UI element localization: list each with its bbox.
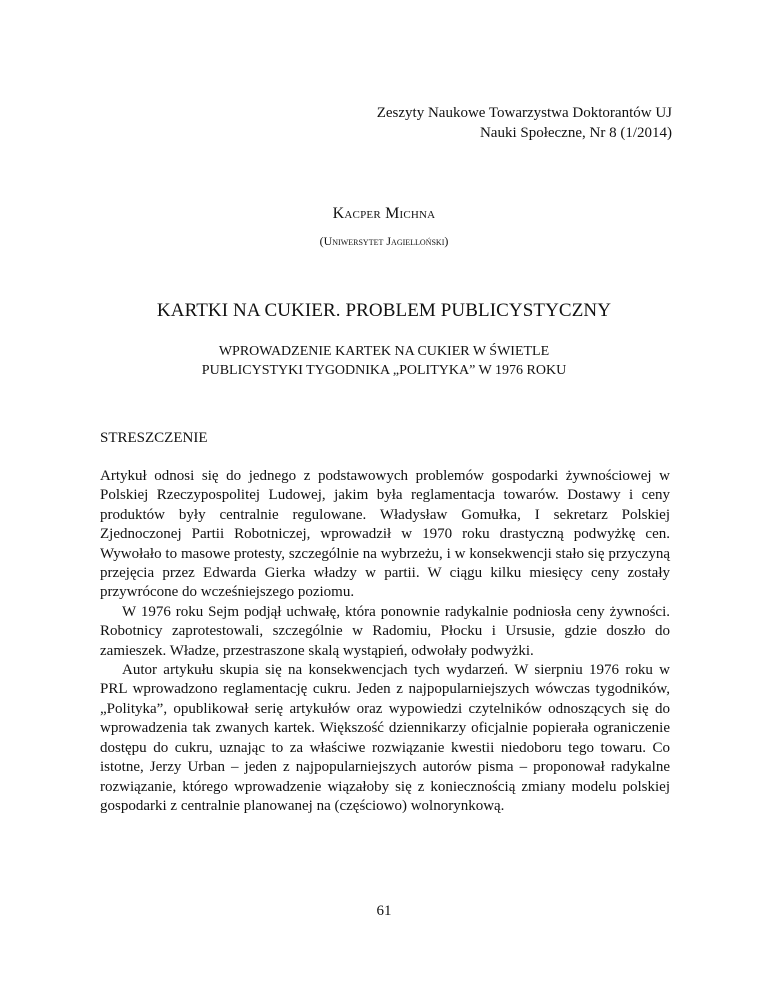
- article-title: KARTKI NA CUKIER. PROBLEM PUBLICYSTYCZNY: [156, 300, 612, 321]
- author-name: Kacper Michna: [332, 205, 436, 222]
- subtitle-line-2: PUBLICYSTYKI TYGODNIKA „POLITYKA” W 1976 ROKU: [201, 363, 567, 378]
- abstract-paragraph-2: W 1976 roku Sejm podjął uchwałę, która ponownie radykalnie podniosła ceny żywności. Robotnicy zaprotestowali, szczególnie w Radomiu, Płocku i Ursusie, gdzie doszło do zamieszek. Władze, przestraszone skalą wystąpień, odwołały podwyżki.: [100, 603, 670, 659]
- abstract-heading: STRESZCZENIE: [100, 430, 208, 446]
- journal-issue: Nauki Społeczne, Nr 8 (1/2014): [479, 125, 672, 141]
- author-affiliation: (Uniwersytet Jagielloński): [319, 234, 449, 248]
- journal-header: [377, 103, 672, 143]
- abstract-body: [100, 467, 670, 816]
- abstract-paragraph-3: Autor artykułu skupia się na konsekwencjach tych wydarzeń. W sierpniu 1976 roku w PRL wprowadzono reglamentację cukru. Jeden z najpopularniejszych wówczas tygodników, „Polityka”, opublikował serię artykułów oraz wypowiedzi czytelników odnoszących się do wprowadzenia tak zwanych kartek. Większość dziennikarzy oficjalnie popierała ograniczenie dostępu do cukru, uznając to za właściwe rozwiązanie kwestii niedoboru tego towaru. Co istotne, Jerzy Urban – jeden z najpopularniejszych autorów pisma – proponował radykalne rozwiązanie, którego wprowadzenie wiązałoby się z koniecznością zmiany modelu polskiej gospodarki z centralnie planowanej na (częściowo) wolnorynkową.: [100, 662, 670, 814]
- journal-name: Zeszyty Naukowe Towarzystwa Doktorantów UJ: [376, 105, 672, 121]
- abstract-paragraph-1: Artykuł odnosi się do jednego z podstawowych problemów gospodarki żywnościowej w Polskiej Rzeczypospolitej Ludowej, jakim była reglamentacja towarów. Dostawy i ceny produktów były centralnie regulowane. Władysław Gomułka, I sekretarz Polskiej Zjednoczonej Partii Robotniczej, wprowadził w 1970 roku drastyczną podwyżkę cen. Wywołało to masowe protesty, szczególnie na wybrzeżu, i w konsekwencji stało się przyczyną przejęcia przez Edwarda Gierka władzy w partii. W ciągu kilku miesięcy ceny zostały przywrócone do wcześniejszego poziomu.: [100, 468, 670, 601]
- article-subtitle: [0, 342, 768, 380]
- subtitle-line-1: WPROWADZENIE KARTEK NA CUKIER W ŚWIETLE: [218, 344, 550, 359]
- page-number: 61: [376, 903, 392, 919]
